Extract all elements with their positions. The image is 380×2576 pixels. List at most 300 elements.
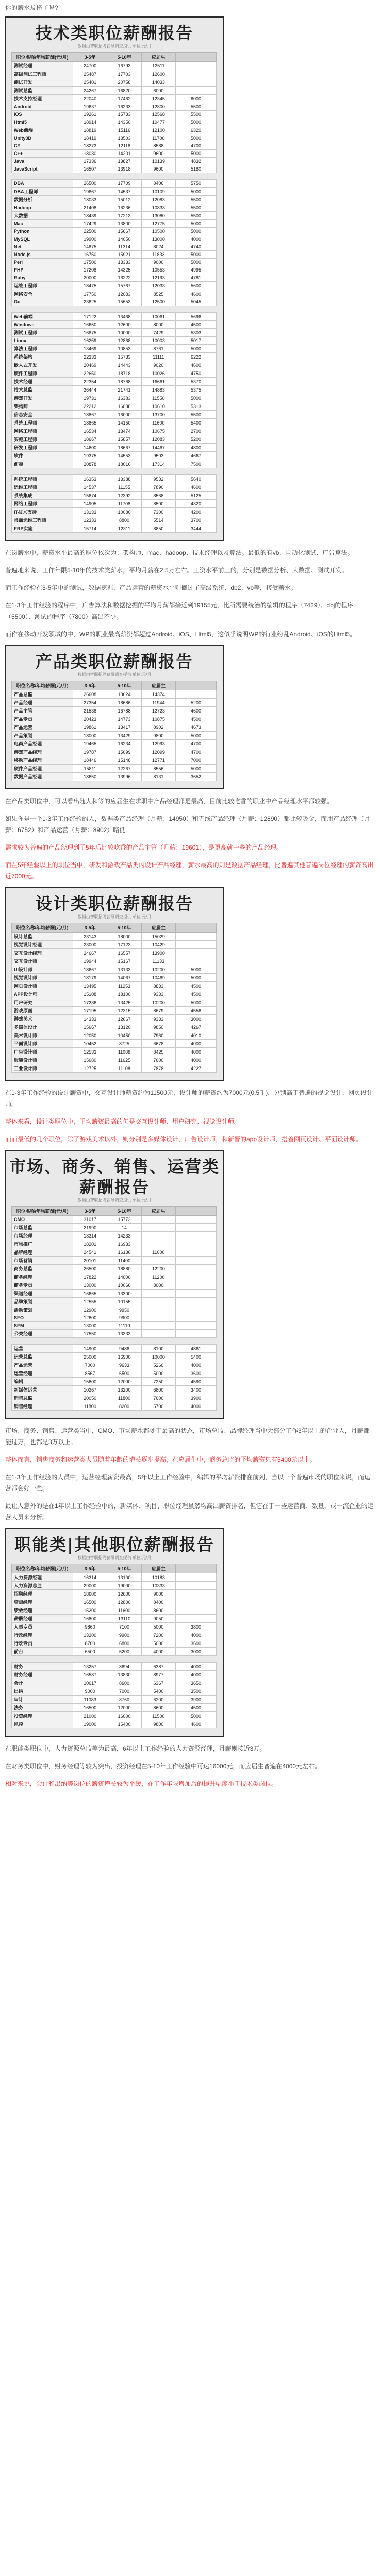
job-title-cell: 技术总监 (12, 386, 73, 394)
salary-cell: 7960 (141, 1031, 175, 1040)
salary-cell: 4227 (176, 1064, 217, 1073)
salary-cell: 8800 (107, 516, 141, 524)
paragraphs-design (0, 1087, 380, 1145)
salary-cell: 5000 (176, 150, 217, 158)
salary-cell: 12723 (141, 707, 175, 715)
salary-cell: 18600 (73, 1590, 107, 1598)
salary-cell: 16314 (73, 1573, 107, 1582)
salary-cell: 11314 (107, 243, 141, 251)
salary-cell: 19000 (73, 1720, 107, 1728)
salary-cell: 5370 (176, 378, 217, 386)
job-title-cell: 培训经理 (12, 1598, 73, 1606)
table-row (12, 1386, 217, 1394)
body-paragraph: 整体而言，销售商务和运营类人员随着年龄的增长逐步提高，在应届生中，商务总监的平均薪资只有5400元以上。 (5, 1456, 316, 1463)
salary-cell: 6200 (141, 1696, 175, 1704)
salary-table (11, 52, 217, 533)
column-header: 应届生 (141, 1207, 175, 1216)
salary-cell: 5750 (176, 180, 217, 188)
salary-cell: 18867 (73, 411, 107, 419)
salary-cell: 12667 (107, 1015, 141, 1023)
salary-cell: 10450 (107, 1031, 141, 1040)
salary-cell: 17123 (107, 941, 141, 949)
salary-cell: 17750 (73, 290, 107, 298)
salary-cell: 5000 (141, 1369, 175, 1378)
table-row (12, 70, 217, 78)
salary-cell (141, 1306, 175, 1314)
salary-cell: 5000 (176, 259, 217, 266)
table-row (12, 290, 217, 298)
table-row (12, 1048, 217, 1056)
salary-cell: 13133 (107, 965, 141, 974)
salary-cell: 14050 (107, 235, 141, 243)
table-row (12, 982, 217, 990)
job-title-cell: iOS (12, 111, 73, 118)
salary-report-panel (5, 645, 224, 789)
job-title-cell: 商务专员 (12, 1281, 73, 1290)
table-row (12, 974, 217, 982)
salary-cell: 12083 (107, 290, 141, 298)
salary-cell: 17822 (73, 1273, 107, 1281)
salary-cell: 3652 (176, 773, 217, 781)
job-title-cell: 品牌经理 (12, 1248, 73, 1257)
salary-cell: 5000 (176, 732, 217, 740)
salary-cell: 12600 (141, 70, 175, 78)
job-title-cell: 游戏开发 (12, 394, 73, 402)
salary-cell: 5400 (141, 1687, 175, 1696)
salary-cell: 15767 (107, 282, 141, 290)
table-row (12, 235, 217, 243)
table-row (12, 765, 217, 773)
salary-cell: 14773 (107, 715, 141, 723)
salary-cell: 12800 (141, 103, 175, 111)
salary-cell: 13257 (73, 1663, 107, 1671)
salary-cell: 15400 (107, 1720, 141, 1728)
salary-cell (176, 1216, 217, 1224)
column-header: 应届生 (141, 923, 175, 933)
salary-cell: 15811 (73, 765, 107, 773)
job-title-cell: 财务经理 (12, 1671, 73, 1679)
salary-cell (176, 1232, 217, 1240)
salary-cell: 5000 (176, 765, 217, 773)
salary-cell: 9020 (141, 361, 175, 369)
salary-cell: 9900 (107, 1631, 141, 1639)
table-row (12, 111, 217, 118)
group-gap (12, 173, 217, 180)
salary-cell: 8761 (141, 345, 175, 353)
salary-cell: 10109 (141, 188, 175, 196)
salary-cell: 10875 (141, 715, 175, 723)
salary-cell: 10675 (141, 427, 175, 435)
job-title-cell: 信息安全 (12, 411, 73, 419)
table-row (12, 1281, 217, 1290)
salary-cell: 14553 (107, 452, 141, 460)
salary-cell: 14374 (141, 690, 175, 699)
salary-cell: 21990 (73, 1224, 107, 1232)
salary-cell: 16222 (107, 274, 141, 282)
salary-cell: 11700 (141, 134, 175, 142)
salary-cell: 17122 (73, 313, 107, 321)
column-header-trend (176, 1564, 217, 1573)
salary-cell: 10429 (141, 941, 175, 949)
table-row (12, 411, 217, 419)
salary-cell: 15674 (73, 492, 107, 500)
salary-cell (176, 1224, 217, 1232)
job-title-cell: Hadoop (12, 204, 73, 212)
salary-cell: 19261 (73, 111, 107, 118)
salary-cell: 12333 (73, 516, 107, 524)
job-title-cell: SEM (12, 1322, 73, 1330)
salary-cell: 5000 (141, 1623, 175, 1631)
salary-cell: 10853 (107, 345, 141, 353)
salary-cell: 4500 (176, 982, 217, 990)
salary-cell: 9486 (107, 1345, 141, 1353)
salary-cell (141, 1322, 175, 1330)
job-title-cell: 研发工程师 (12, 444, 73, 452)
salary-cell: 3000 (176, 1648, 217, 1656)
salary-report-panel (5, 1528, 224, 1737)
salary-cell: 17703 (107, 70, 141, 78)
job-title-cell: 硬件工程师 (12, 369, 73, 378)
salary-cell: 24267 (73, 87, 107, 95)
job-title-cell: 网络工程师 (12, 427, 73, 435)
salary-cell: 14201 (107, 150, 141, 158)
salary-cell: 7600 (141, 1056, 175, 1064)
salary-cell: 13100 (107, 1573, 141, 1582)
job-title-cell: 编辑 (12, 1378, 73, 1386)
salary-cell: 6800 (141, 1386, 175, 1394)
job-title-cell: 广告设计师 (12, 1048, 73, 1056)
job-title-cell: 产品策划 (12, 732, 73, 740)
body-paragraph: 在1-3年工作经验的设计薪资中，交互设计师薪资约为11500元，设计师的薪资约为7000元(0.5千)，分别高于普遍的视觉设计、网页设计师。 (5, 1089, 373, 1108)
salary-cell: 23625 (73, 298, 107, 306)
salary-cell: 15773 (107, 1216, 141, 1224)
salary-cell: 8000 (141, 321, 175, 329)
salary-cell: 4500 (176, 990, 217, 998)
salary-cell: 4267 (176, 1023, 217, 1031)
salary-cell: 16933 (107, 1240, 141, 1248)
salary-cell: 4556 (176, 1007, 217, 1015)
salary-cell: 18718 (107, 369, 141, 378)
table-row (12, 1590, 217, 1598)
table-row (12, 732, 217, 740)
job-title-cell: 薪酬经理 (12, 1615, 73, 1623)
table-row (12, 313, 217, 321)
salary-cell: 5500 (176, 204, 217, 212)
job-title-cell: 销售经理 (12, 1402, 73, 1411)
salary-cell: 16650 (73, 321, 107, 329)
table-row (12, 1573, 217, 1582)
table-row (12, 1248, 217, 1257)
salary-cell: 21000 (73, 1712, 107, 1720)
job-title-cell: 人力资源总监 (12, 1582, 73, 1590)
salary-cell: 4861 (176, 1345, 217, 1353)
salary-cell: 14325 (107, 266, 141, 274)
salary-cell: 18475 (73, 282, 107, 290)
table-row (12, 402, 217, 411)
table-row (12, 1687, 217, 1696)
salary-cell: 5000 (176, 974, 217, 982)
salary-cell: 7890 (141, 483, 175, 492)
salary-cell: 4590 (176, 1378, 217, 1386)
job-title-cell: UI设计师 (12, 965, 73, 974)
salary-cell: 4700 (176, 748, 217, 756)
salary-cell (141, 1232, 175, 1240)
salary-cell: 18033 (73, 196, 107, 204)
salary-cell: 6500 (107, 1369, 141, 1378)
body-paragraph: 在财务类职位中，财务经理等较为突出，投资经理在5-10年工作经验中可达16000元，而应届生普遍在4000元左右。 (5, 1762, 321, 1770)
salary-cell: 15600 (73, 1378, 107, 1386)
job-title-cell: 品牌策划 (12, 1298, 73, 1306)
paragraphs-tech (0, 547, 380, 640)
salary-cell: 5000 (176, 998, 217, 1007)
table-row (12, 1224, 217, 1232)
job-title-cell: 商务经理 (12, 1273, 73, 1281)
salary-cell: 7000 (107, 1687, 141, 1696)
salary-cell: 2700 (176, 427, 217, 435)
salary-cell (176, 1314, 217, 1322)
salary-cell: 21408 (73, 204, 107, 212)
job-title-cell: 投资经理 (12, 1712, 73, 1720)
salary-cell: 5200 (107, 1648, 141, 1656)
salary-cell (176, 1298, 217, 1306)
table-row (12, 949, 217, 957)
salary-cell: 4000 (176, 1631, 217, 1639)
table-row (12, 990, 217, 998)
job-title-cell: 前台 (12, 1648, 73, 1656)
body-paragraph: 在1-3年工作经验的程序中，广告算法和数据挖掘的平均月薪都接近到19155元，比所需要统治的编辑的程序（7429）、dbj的程序（5500）、测试的程序（7800）高出不少。 (5, 602, 354, 620)
salary-cell: 11155 (107, 483, 141, 492)
job-title-cell: C# (12, 142, 73, 150)
column-header: 职位名称/年均薪酬(元/月) (12, 923, 73, 933)
job-title-cell: 活动策划 (12, 1306, 73, 1314)
salary-cell: 13417 (107, 723, 141, 732)
job-title-cell: DBA工程师 (12, 188, 73, 196)
job-title-cell: MySQL (12, 235, 73, 243)
job-title-cell: JavaScript (12, 165, 73, 173)
salary-cell: 15148 (107, 756, 141, 765)
report-title: 市场、商务、销售、运营类薪酬报告 (9, 1157, 220, 1197)
salary-cell: 4000 (176, 1048, 217, 1056)
salary-cell: 15733 (107, 111, 141, 118)
salary-cell: 17336 (73, 158, 107, 165)
job-title-cell: 嵌入式开发 (12, 361, 73, 369)
salary-cell: 27354 (73, 699, 107, 707)
salary-cell: 15667 (73, 1023, 107, 1031)
table-row (12, 1216, 217, 1224)
column-header: 职位名称/年均薪酬(元/月) (12, 53, 73, 62)
job-title-cell: 产品运营 (12, 723, 73, 732)
salary-cell: 12099 (141, 748, 175, 756)
salary-cell: 11088 (107, 1048, 141, 1056)
salary-cell (176, 1582, 217, 1590)
column-header: 应届生 (141, 1564, 175, 1573)
column-header: 5-10年 (107, 1564, 141, 1573)
salary-cell: 8425 (141, 1048, 175, 1056)
salary-cell: 18439 (73, 212, 107, 220)
salary-cell: 12050 (73, 1031, 107, 1040)
job-title-cell: 交互设计师 (12, 957, 73, 965)
salary-cell: 14443 (107, 361, 141, 369)
salary-cell: 9000 (141, 1590, 175, 1598)
salary-cell: 22500 (73, 228, 107, 235)
table-row (12, 1598, 217, 1606)
salary-cell: 13000 (73, 1322, 107, 1330)
table-row (12, 1056, 217, 1064)
salary-cell: 13080 (141, 212, 175, 220)
salary-cell: 7000 (176, 756, 217, 765)
salary-cell: 11000 (141, 1248, 175, 1257)
salary-cell: 5000 (176, 251, 217, 259)
column-header: 5-10年 (107, 923, 141, 933)
table-header-row (12, 1207, 217, 1216)
job-title-cell: 软件 (12, 452, 73, 460)
salary-cell: 4000 (176, 1663, 217, 1671)
table-row (12, 329, 217, 337)
body-paragraph: 市场、商务、销售、运营类当中，CMO、市场薪水都处于最高的状态，市场总监、品牌经理当中大部分工作3年以上的企业人，月薪都能过万，也都是3万以上。 (5, 1427, 370, 1446)
salary-cell: 16534 (73, 427, 107, 435)
group-gap (12, 306, 217, 313)
salary-cell (176, 941, 217, 949)
salary-cell: 5700 (141, 1402, 175, 1411)
salary-cell: 16234 (107, 740, 141, 748)
job-title-cell: 测试开发 (12, 78, 73, 87)
salary-cell: 8406 (141, 180, 175, 188)
job-title-cell: 公关经理 (12, 1330, 73, 1338)
salary-cell: 9800 (141, 1720, 175, 1728)
job-title-cell: 大数据 (12, 212, 73, 220)
salary-cell: 13900 (141, 949, 175, 957)
job-title-cell: 游戏美术 (12, 1015, 73, 1023)
job-title-cell: 移动产品经理 (12, 756, 73, 765)
body-paragraph: 在产品类职位中，可以看出随人和等的应届生在求职中产品经理都是最高，目前比较吃香的职业中产品经理水平都较强。 (5, 798, 334, 805)
job-title-cell: 风控 (12, 1720, 73, 1728)
salary-cell: 14900 (73, 1345, 107, 1353)
salary-cell: 10003 (141, 337, 175, 345)
salary-cell: 12083 (141, 196, 175, 204)
salary-cell: 16500 (73, 1598, 107, 1606)
column-header: 3-5年 (73, 681, 107, 690)
job-title-cell: Web前端 (12, 313, 73, 321)
job-title-cell: 市场总监 (12, 1224, 73, 1232)
salary-cell: 5000 (176, 1712, 217, 1720)
table-row (12, 1361, 217, 1369)
salary-cell: 5600 (176, 282, 217, 290)
job-title-cell: 市场营销 (12, 1257, 73, 1265)
salary-cell: 18819 (73, 126, 107, 134)
table-row (12, 165, 217, 173)
table-row (12, 378, 217, 386)
salary-cell: 6000 (176, 95, 217, 103)
job-title-cell: 系统工程师 (12, 475, 73, 483)
salary-cell: 3000 (176, 1015, 217, 1023)
table-row (12, 274, 217, 282)
salary-cell: 11944 (141, 699, 175, 707)
salary-cell: 10477 (141, 118, 175, 126)
salary-cell: 13474 (107, 427, 141, 435)
salary-cell: 12345 (141, 95, 175, 103)
salary-cell: 16788 (107, 707, 141, 715)
salary-cell: 8100 (141, 1345, 175, 1353)
job-title-cell: 游戏产品经理 (12, 748, 73, 756)
salary-cell: 20050 (73, 1394, 107, 1402)
salary-cell: 5514 (141, 516, 175, 524)
salary-cell: 14000 (107, 1273, 141, 1281)
salary-cell: 4320 (176, 500, 217, 508)
table-row (12, 212, 217, 220)
report-section-market (0, 1150, 380, 1419)
salary-cell: 16233 (107, 103, 141, 111)
salary-cell: 9850 (141, 1023, 175, 1031)
table-row (12, 87, 217, 95)
job-title-cell: CMO (12, 1216, 73, 1224)
salary-cell: 8833 (141, 982, 175, 990)
job-title-cell: 电商产品经理 (12, 740, 73, 748)
salary-cell: 13495 (73, 982, 107, 990)
table-row (12, 1345, 217, 1353)
job-title-cell: PHP (12, 266, 73, 274)
table-row (12, 444, 217, 452)
salary-cell: 9600 (141, 165, 175, 173)
body-paragraph: 在岗薪水中，薪资水平最高的职位依次为：架构师、mac、hadoop、技术经理以及算法。最低的有vb、自动化测试、广告算法。 (5, 549, 354, 556)
salary-cell (141, 1216, 175, 1224)
table-row (12, 345, 217, 353)
salary-cell: 8700 (73, 1639, 107, 1648)
table-row (12, 321, 217, 329)
salary-cell: 13333 (107, 1330, 141, 1338)
salary-cell: 10026 (141, 369, 175, 378)
salary-cell: 18000 (107, 933, 141, 941)
salary-cell: 13996 (107, 773, 141, 781)
salary-cell: 16820 (107, 87, 141, 95)
salary-cell: 18030 (73, 150, 107, 158)
salary-cell: 16383 (107, 394, 141, 402)
salary-cell (176, 1573, 217, 1582)
column-header-trend (176, 923, 217, 933)
salary-cell: 7250 (141, 1378, 175, 1386)
salary-cell: 17213 (107, 212, 141, 220)
paragraphs-other (0, 1743, 380, 1789)
column-header-trend (176, 681, 217, 690)
salary-report-panel (5, 16, 224, 541)
table-row (12, 298, 217, 306)
salary-cell: 10200 (141, 998, 175, 1007)
salary-cell: 16507 (73, 165, 107, 173)
job-title-cell: 会计 (12, 1679, 73, 1687)
salary-cell: 14033 (141, 78, 175, 87)
salary-cell: 12900 (73, 1306, 107, 1314)
salary-cell: 11800 (107, 1394, 141, 1402)
salary-cell (176, 933, 217, 941)
salary-cell: 13200 (73, 1631, 107, 1639)
report-subtitle: 数据由智联招聘薪酬调查提供 单位:元/月 (77, 1198, 152, 1202)
job-title-cell: 招聘经理 (12, 1590, 73, 1598)
salary-cell (141, 1330, 175, 1338)
salary-cell: 12533 (73, 1048, 107, 1056)
salary-cell: 12200 (141, 1265, 175, 1273)
table-row (12, 740, 217, 748)
salary-cell: 16000 (107, 411, 141, 419)
salary-cell: 4600 (176, 290, 217, 298)
salary-cell: 25487 (73, 70, 107, 78)
table-row (12, 723, 217, 732)
table-row (12, 1623, 217, 1631)
salary-cell: 22333 (73, 353, 107, 361)
salary-cell: 11708 (107, 500, 141, 508)
salary-cell: 9000 (141, 259, 175, 266)
salary-cell (176, 1606, 217, 1615)
salary-cell (176, 1330, 217, 1338)
job-title-cell: 出纳 (12, 1687, 73, 1696)
